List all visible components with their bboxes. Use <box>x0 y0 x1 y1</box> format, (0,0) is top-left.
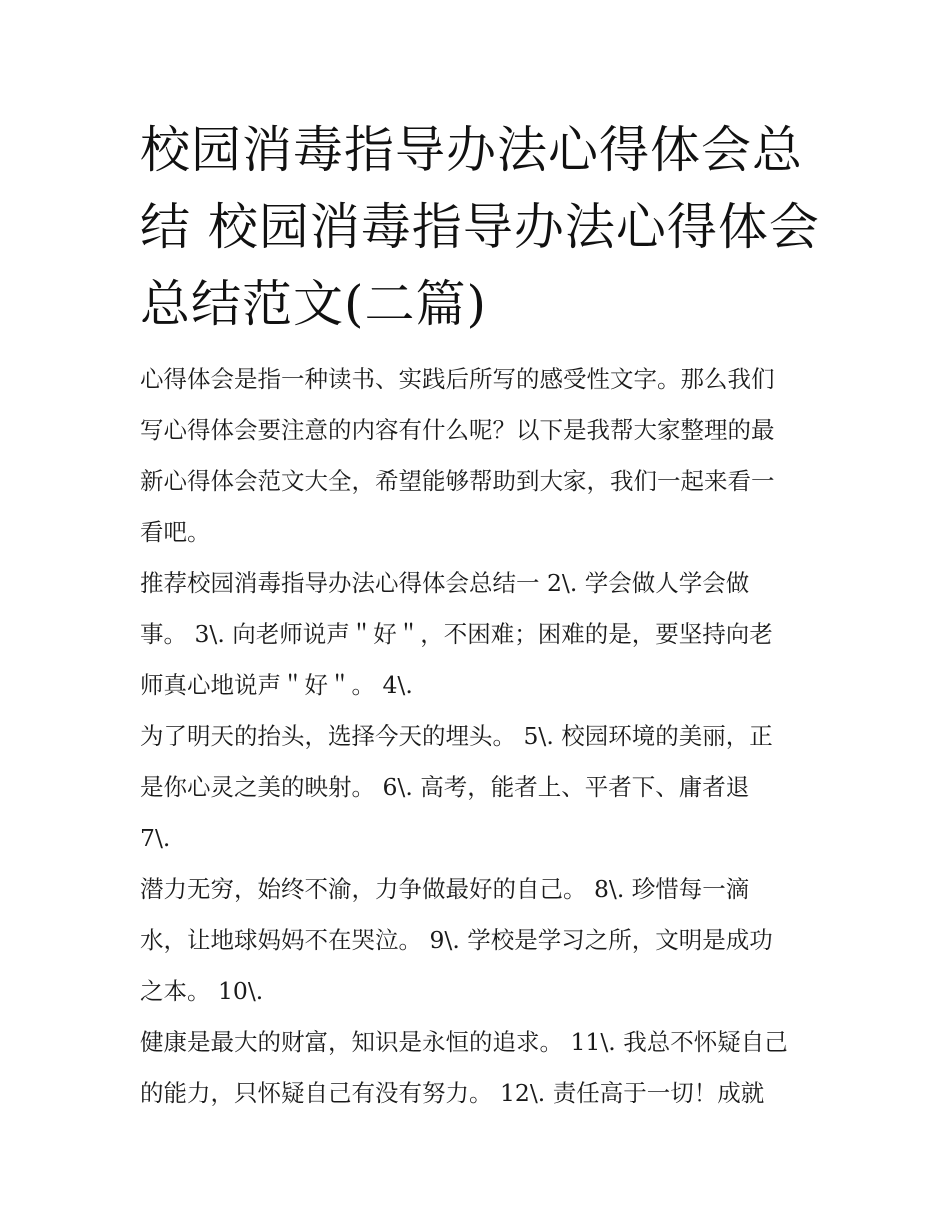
text-line: 心得体会是指一种读书、实践后所写的感受性文字。那么我们 <box>140 365 775 393</box>
text-line: 是你心灵之美的映射。 6\. 高考，能者上、平者下、庸者退 <box>140 773 750 801</box>
document-title <box>140 112 820 343</box>
document-body <box>140 354 820 1119</box>
text-line: 为了明天的抬头，选择今天的埋头。 5\. 校园环境的美丽，正 <box>140 722 773 750</box>
text-line: 健康是最大的财富，知识是永恒的追求。 11\. 我总不怀疑自己 <box>140 1028 788 1056</box>
text-line: 之本。 10\. <box>140 977 264 1005</box>
body-paragraph <box>140 1017 820 1119</box>
text-line: 写心得体会要注意的内容有什么呢？以下是我帮大家整理的最 <box>140 416 775 444</box>
body-paragraph <box>140 558 820 711</box>
title-line: 结 校园消毒指导办法心得体会 <box>140 198 820 256</box>
text-line: 7\. <box>140 824 171 852</box>
text-line: 推荐校园消毒指导办法心得体会总结一 2\. 学会做人学会做 <box>140 569 750 597</box>
text-line: 水，让地球妈妈不在哭泣。 9\. 学校是学习之所，文明是成功 <box>140 926 773 954</box>
intro-paragraph <box>140 354 820 558</box>
title-line: 校园消毒指导办法心得体会总 <box>140 121 803 179</box>
title-line: 总结范文(二篇) <box>140 275 488 333</box>
text-line: 的能力，只怀疑自己有没有努力。 12\. 责任高于一切！成就 <box>140 1079 765 1107</box>
text-line: 新心得体会范文大全，希望能够帮助到大家，我们一起来看一 <box>140 467 775 495</box>
text-line: 看吧。 <box>140 518 211 546</box>
text-line: 事。 3\. 向老师说声＂好＂，不困难；困难的是，要坚持向老 <box>140 620 773 648</box>
body-paragraph <box>140 864 820 1017</box>
body-paragraph <box>140 711 820 864</box>
text-line: 潜力无穷，始终不渝，力争做最好的自己。 8\. 珍惜每一滴 <box>140 875 750 903</box>
text-line: 师真心地说声＂好＂。 4\. <box>140 671 413 699</box>
